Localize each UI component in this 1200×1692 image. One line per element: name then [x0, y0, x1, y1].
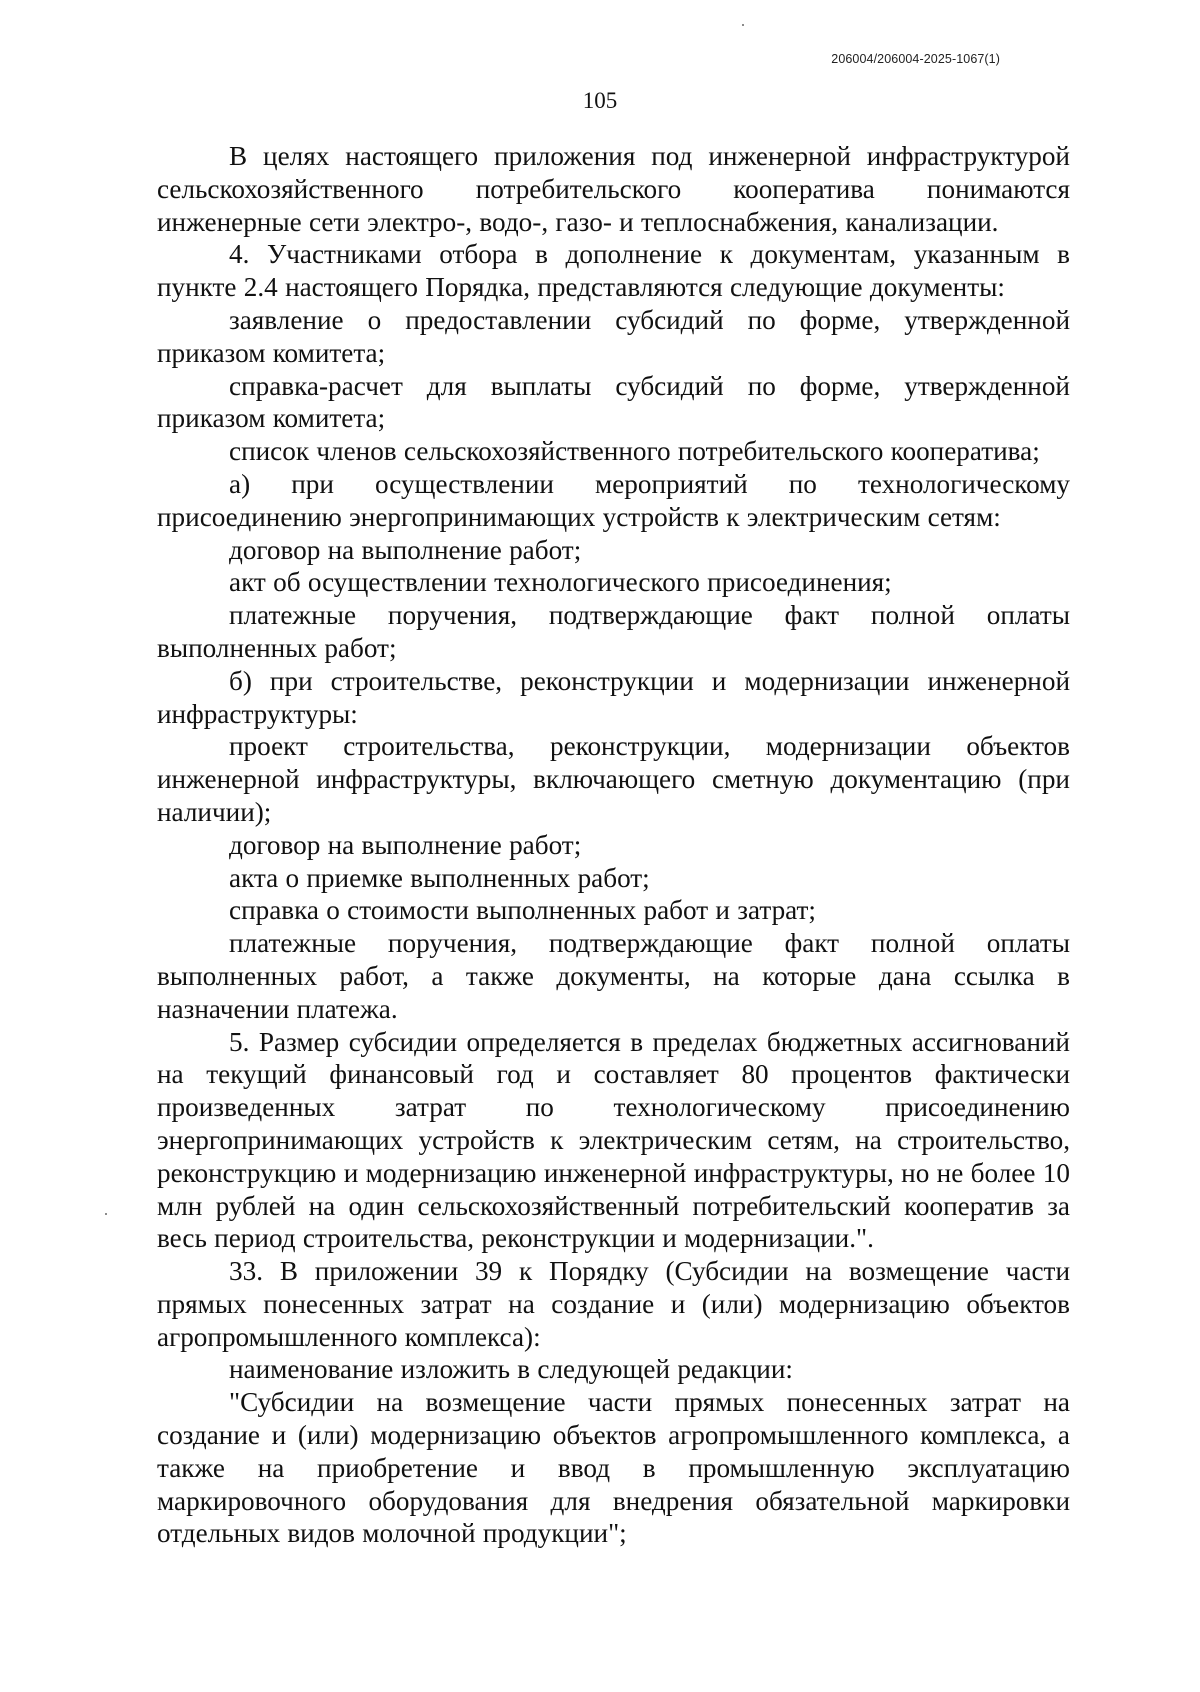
document-body [157, 140, 1070, 1550]
paragraph: акта о приемке выполненных работ; [229, 862, 650, 893]
paragraph: договор на выполнение работ; [229, 829, 582, 860]
paragraph: б) при строительстве, реконструкции и модернизации инженерной инфраструктуры: [157, 665, 1070, 729]
paragraph: 33. В приложении 39 к Порядку (Субсидии на возмещение части прямых понесенных затрат на создание и (или) модернизацию объектов агропромышленного комплекса): [157, 1256, 1070, 1352]
paragraph: список членов сельскохозяйственного потребительского кооператива; [229, 436, 1040, 467]
paragraph: платежные поручения, подтверждающие факт полной оплаты выполненных работ, а также документы, на которые дана ссылка в назначении платежа. [157, 928, 1070, 1024]
paragraph: акт об осуществлении технологического присоединения; [229, 567, 892, 598]
paragraph: справка-расчет для выплаты субсидий по форме, утвержденной приказом комитета; [157, 370, 1070, 434]
paragraph: 4. Участниками отбора в дополнение к документам, указанным в пункте 2.4 настоящего Порядка, представляются следующие документы: [157, 239, 1070, 303]
scan-speck [105, 1213, 107, 1215]
paragraph: проект строительства, реконструкции, модернизации объектов инженерной инфраструктуры, включающего сметную документацию (при наличии); [157, 731, 1070, 827]
document-code: 206004/206004-2025-1067(1) [831, 52, 1000, 66]
paragraph: наименование изложить в следующей редакции: [229, 1354, 793, 1385]
paragraph: В целях настоящего приложения под инженерной инфраструктурой сельскохозяйственного потребительского кооператива понимаются инженерные сети электро-, водо-, газо- и теплоснабжения, канализации. [157, 141, 1070, 237]
paragraph: справка о стоимости выполненных работ и затрат; [229, 895, 816, 926]
paragraph: "Субсидии на возмещение части прямых понесенных затрат на создание и (или) модернизацию объектов агропромышленного комплекса, а также на приобретение и ввод в промышленную эксплуатацию маркировочного оборудования для внедрения обязательной маркировки отдельных видов молочной продукции"; [157, 1387, 1070, 1549]
paragraph: платежные поручения, подтверждающие факт полной оплаты выполненных работ; [157, 600, 1070, 663]
page-number: 105 [582, 88, 618, 113]
paragraph: а) при осуществлении мероприятий по технологическому присоединению энергопринимающих устройств к электрическим сетям: [157, 468, 1070, 532]
paragraph: договор на выполнение работ; [229, 534, 582, 565]
scan-speck [742, 24, 744, 26]
paragraph: 5. Размер субсидии определяется в пределах бюджетных ассигнований на текущий финансовый год и составляет 80 процентов фактически произведенных затрат по технологическому присоединению энергопринимающих устройств к электрическим сетям, на строительство, реконструкцию и модернизацию инженерной инфраструктуры, но не более 10 млн рублей на один сельскохозяйственный потребительский кооператив за весь период строительства, реконструкции и модернизации.". [157, 1026, 1070, 1254]
paragraph: заявление о предоставлении субсидий по форме, утвержденной приказом комитета; [157, 304, 1070, 368]
